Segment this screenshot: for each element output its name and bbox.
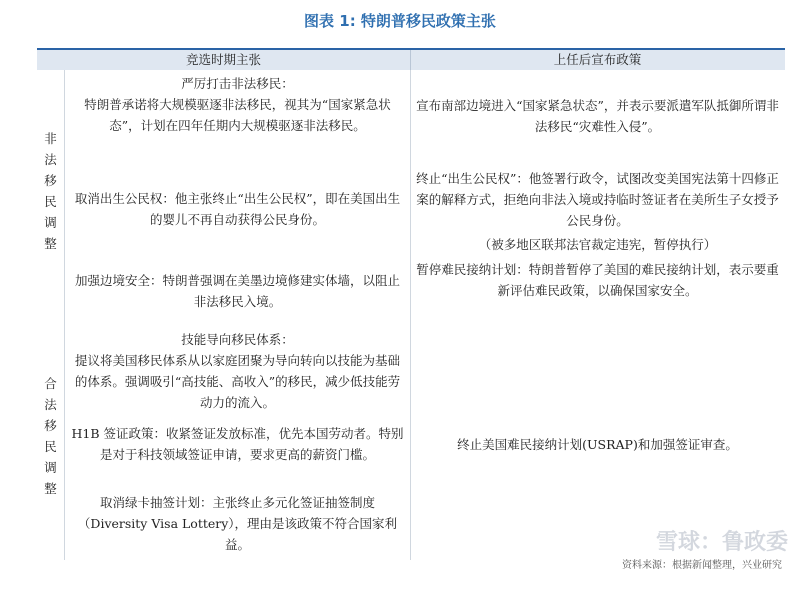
- campaign-item-skills-heading: 技能导向移民体系：: [181, 332, 294, 347]
- header-divider: [410, 50, 411, 70]
- row-label-illegal-immigration: 非 法 移 民 调 整: [44, 131, 57, 251]
- page-title: 图表 1: 特朗普移民政策主张: [304, 12, 496, 30]
- column-divider: [410, 70, 411, 560]
- column-header-campaign: 竞选时期主张: [37, 50, 410, 70]
- policy-item-birthright: 终止“出生公民权”：他签署行政令，试图改变美国宪法第十四修正案的解释方式，拒绝向非法入境或持临时签证者在美所生子女授予公民身份。: [416, 171, 779, 228]
- campaign-item-heading: 严厉打击非法移民：: [181, 76, 294, 91]
- campaign-item-birthright: 取消出生公民权：他主张终止“出生公民权”，即在美国出生的婴儿不再自动获得公民身份。: [74, 191, 401, 227]
- campaign-item-skills-based: 提议将美国移民体系从以家庭团聚为导向转向以技能为基础的体系。强调吸引“高技能、高收入”的移民，减少低技能劳动力的流入。: [74, 353, 401, 410]
- policy-item-usrap: 终止美国难民接纳计划(USRAP)和加强签证审查。: [457, 437, 738, 452]
- campaign-item-border-wall: 加强边境安全：特朗普强调在美墨边境修建实体墙，以阻止非法移民入境。: [74, 273, 400, 309]
- policy-item-refugee-pause: 暂停难民接纳计划：特朗普暂停了美国的难民接纳计划，表示要重新评估难民政策，以确保国家安全。: [416, 262, 779, 298]
- row-label-divider: [64, 70, 65, 560]
- row-label-legal-immigration: 合 法 移 民 调 整: [44, 376, 57, 496]
- policy-item-court-note: （被多地区联邦法官裁定违宪，暂停执行）: [478, 237, 717, 252]
- campaign-item-h1b: H1B 签证政策：收紧签证发放标准，优先本国劳动者。特别是对于科技领域签证申请，要求更高的薪资门槛。: [71, 426, 404, 462]
- column-header-policy: 上任后宣布政策: [410, 50, 785, 70]
- campaign-item-green-card-lottery: 取消绿卡抽签计划：主张终止多元化签证抽签制度（Diversity Visa Lottery），理由是该政策不符合国家利益。: [77, 495, 398, 552]
- policy-item-emergency: 宣布南部边境进入“国家紧急状态”，并表示要派遣军队抵御所谓非法移民“灾难性入侵”。: [416, 98, 779, 134]
- source-note: 资料来源：根据新闻整理，兴业研究: [622, 560, 782, 571]
- watermark: 雪球：鲁政委: [655, 530, 788, 555]
- campaign-item-deportation: 特朗普承诺将大规模驱逐非法移民，视其为“国家紧急状态”，计划在四年任期内大规模驱逐非法移民。: [84, 97, 391, 133]
